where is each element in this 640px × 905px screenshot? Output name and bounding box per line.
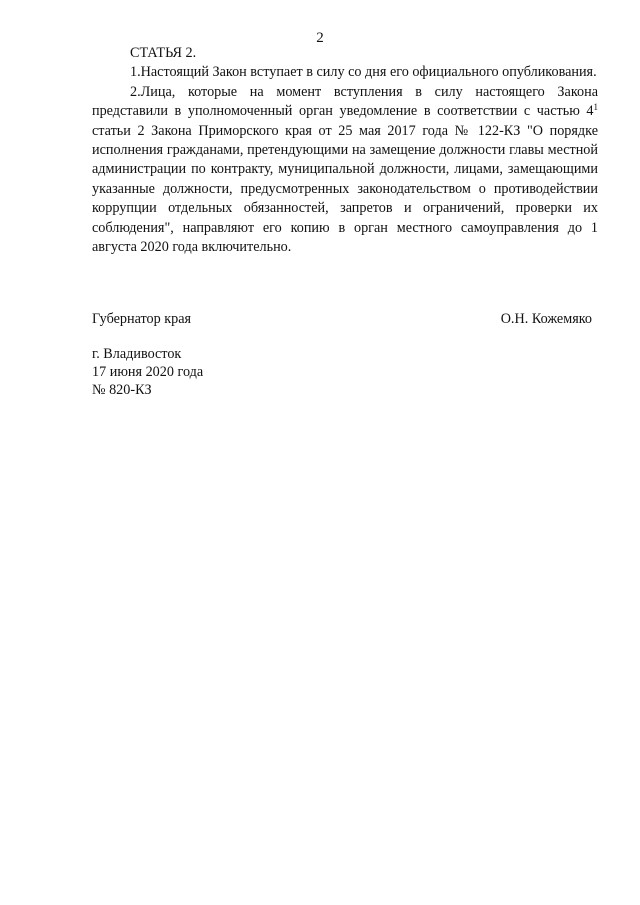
- signatory-name: О.Н. Кожемяко: [500, 311, 592, 327]
- article-paragraph-2: [92, 83, 598, 258]
- adoption-date: 17 июня 2020 года: [92, 364, 204, 380]
- paragraph-2-text-start: 2.Лица, которые на момент вступления в силу настоящего Закона представили в уполномоченный орган уведомление в соответствии с частью 4: [92, 83, 598, 120]
- page-number: 2: [316, 30, 324, 46]
- law-number: № 820-КЗ: [92, 382, 152, 398]
- article-paragraph-1: 1.Настоящий Закон вступает в силу со дня его официального опубликования.: [130, 64, 597, 81]
- place-date-block: [92, 345, 203, 399]
- paragraph-2-text-end: статьи 2 Закона Приморского края от 25 мая 2017 года № 122-КЗ "О порядке исполнения гражданами, претендующими на замещение должности главы местной администрации по контракту, муниципальной должности, лицами, замещающими указанные должности, предусмотренных законодательством о противодействии коррупции отдельных обязанностей, запретов и ограничений, проверки их соблюдения", направляют его копию в орган местного самоуправления до 1 августа 2020 года включительно.: [92, 122, 598, 256]
- article-heading: СТАТЬЯ 2.: [130, 45, 197, 61]
- city: г. Владивосток: [92, 346, 182, 362]
- superscript-index: 1: [593, 102, 598, 113]
- article-body: [92, 44, 598, 257]
- signatory-title: Губернатор края: [92, 311, 192, 327]
